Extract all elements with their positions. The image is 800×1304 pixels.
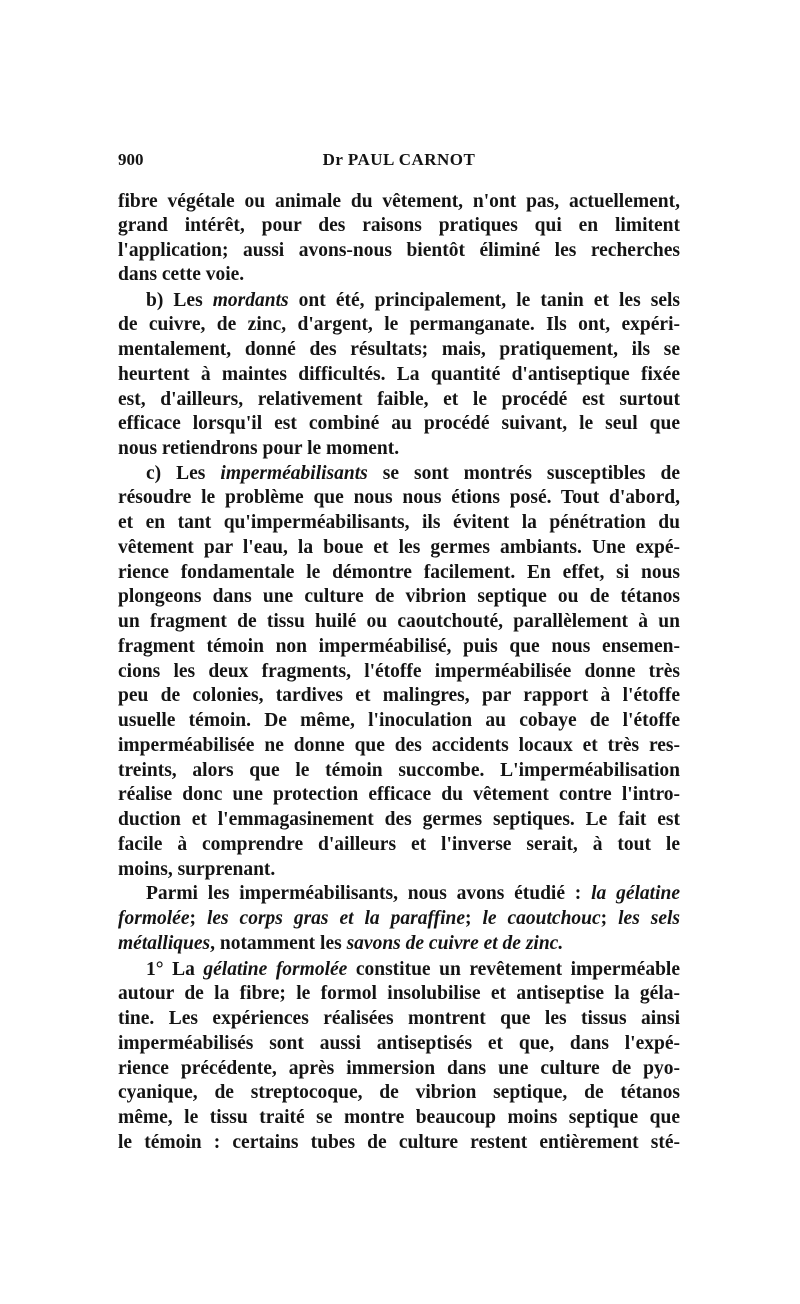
- text-line: [118, 932, 680, 956]
- text-line: cions les deux fragments, l'étoffe imperméabilisée donne très: [118, 661, 680, 682]
- text-line: [146, 958, 680, 982]
- text-line: plongeons dans une culture de vibrion septique ou de tétanos: [118, 586, 680, 607]
- text-line: vêtement par l'eau, la boue et les germes ambiants. Une expé-: [118, 537, 680, 558]
- text-line: moins, surprenant.: [118, 859, 276, 880]
- text-line: autour de la fibre; le formol insolubilise et antiseptise la géla-: [118, 983, 680, 1004]
- text-run: c) Les: [146, 463, 221, 484]
- text-line: de cuivre, de zinc, d'argent, le permanganate. Ils ont, expéri-: [118, 314, 680, 335]
- text-line: mentalement, donné des résultats; mais, pratiquement, ils se: [118, 339, 680, 360]
- italic-term: mordants: [212, 290, 289, 311]
- text-line: tine. Les expériences réalisées montrent que les tissus ainsi: [118, 1008, 680, 1029]
- italic-term: le caoutchouc: [482, 908, 601, 929]
- text-run: , notamment les: [210, 933, 347, 954]
- text-line: facile à comprendre d'ailleurs et l'inverse serait, à tout le: [118, 834, 680, 855]
- text-line: [146, 882, 680, 906]
- text-line: même, le tissu traité se montre beaucoup moins septique que: [118, 1107, 680, 1128]
- italic-term: la gélatine: [591, 883, 680, 904]
- italic-term: les corps gras et la paraffine: [206, 908, 466, 929]
- text-line: imperméabilisés sont aussi antiseptisés et que, dans l'expé-: [118, 1033, 680, 1054]
- text-line: cyanique, de streptocoque, de vibrion septique, de tétanos: [118, 1082, 680, 1103]
- text-run: 1° La: [146, 959, 204, 980]
- text-line: l'application; aussi avons-nous bientôt éliminé les recherches: [118, 240, 680, 261]
- text-line: et en tant qu'imperméabilisants, ils évitent la pénétration du: [118, 512, 680, 533]
- text-run: Parmi les imperméabilisants, nous avons étudié :: [146, 883, 592, 904]
- text-line: imperméabilisée ne donne que des accidents locaux et très res-: [118, 735, 680, 756]
- text-line: un fragment de tissu huilé ou caoutchouté, parallèlement à un: [118, 611, 680, 632]
- italic-term: imperméabilisants: [220, 463, 368, 484]
- text-line: treints, alors que le témoin succombe. L'imperméabilisation: [118, 760, 680, 781]
- text-run: ;: [465, 908, 483, 929]
- text-run: se sont montrés susceptibles de: [367, 463, 681, 484]
- text-line: [146, 462, 680, 486]
- text-line: nous retiendrons pour le moment.: [118, 438, 400, 459]
- text-line: efficace lorsqu'il est combiné au procédé suivant, le seul que: [118, 413, 680, 434]
- text-line: fibre végétale ou animale du vêtement, n'ont pas, actuellement,: [118, 191, 680, 212]
- page-header: [118, 150, 680, 176]
- text-run: b) Les: [146, 290, 213, 311]
- page-number: 900: [118, 150, 144, 169]
- italic-term: savons de cuivre et de zinc.: [346, 933, 564, 954]
- text-line: peu de colonies, tardives et malingres, par rapport à l'étoffe: [118, 685, 680, 706]
- text-line: duction et l'emmagasinement des germes septiques. Le fait est: [118, 809, 680, 830]
- text-run: ;: [189, 908, 207, 929]
- text-line: [146, 289, 680, 313]
- text-line: est, d'ailleurs, relativement faible, et le procédé est surtout: [118, 389, 680, 410]
- italic-term: formolée: [118, 908, 190, 929]
- italic-term: métalliques: [118, 933, 211, 954]
- text-line: le témoin : certains tubes de culture restent entièrement sté-: [118, 1132, 680, 1153]
- text-line: dans cette voie.: [118, 264, 245, 285]
- text-line: rience fondamentale le démontre facilement. En effet, si nous: [118, 562, 680, 583]
- text-line: résoudre le problème que nous nous étions posé. Tout d'abord,: [118, 487, 680, 508]
- italic-term: gélatine formolée: [203, 959, 348, 980]
- text-line: [118, 907, 680, 931]
- text-line: rience précédente, après immersion dans une culture de pyo-: [118, 1058, 680, 1079]
- text-run: ont été, principalement, le tanin et les sels: [288, 290, 680, 311]
- text-line: fragment témoin non imperméabilisé, puis que nous ensemen-: [118, 636, 680, 657]
- text-run: constitue un revêtement imperméable: [347, 959, 680, 980]
- text-line: usuelle témoin. De même, l'inoculation au cobaye de l'étoffe: [118, 710, 680, 731]
- running-head: Dr PAUL CARNOT: [322, 150, 476, 169]
- text-run: ;: [600, 908, 619, 929]
- italic-term: les sels: [618, 908, 680, 929]
- text-line: réalise donc une protection efficace du vêtement contre l'intro-: [118, 784, 680, 805]
- text-line: heurtent à maintes difficultés. La quantité d'antiseptique fixée: [118, 364, 680, 385]
- text-line: grand intérêt, pour des raisons pratiques qui en limitent: [118, 215, 680, 236]
